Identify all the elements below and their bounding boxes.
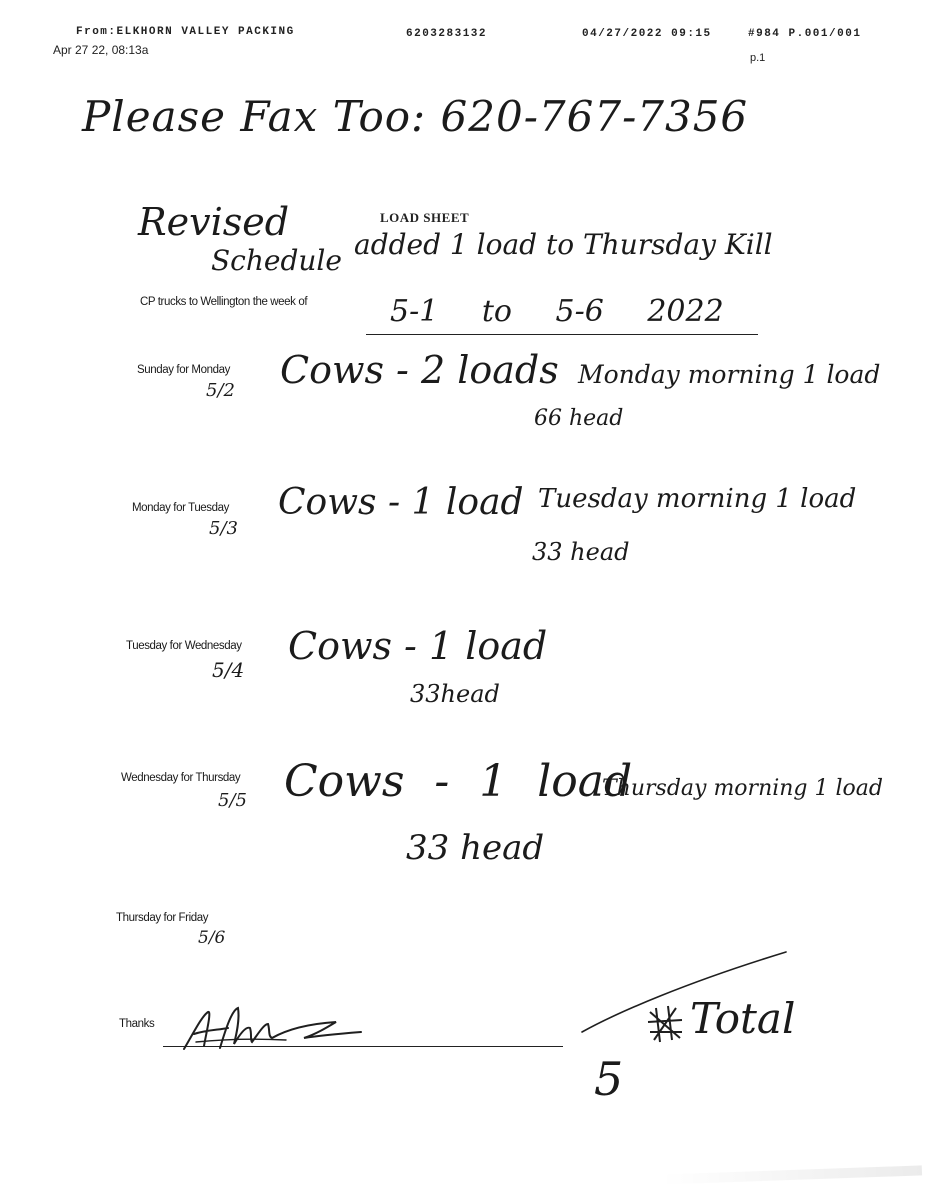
- week-value: 5-1 to 5-6 2022: [390, 294, 724, 329]
- date-label: 5/3: [209, 518, 238, 539]
- day-label: Monday for Tuesday: [132, 502, 229, 514]
- date-label: 5/2: [206, 380, 235, 401]
- day-label: Sunday for Monday: [137, 364, 230, 376]
- schedule-note: Schedule: [211, 244, 342, 277]
- week-underline: [366, 334, 758, 335]
- sheet-title: LOAD SHEET: [380, 210, 470, 225]
- fax-to-note: Please Fax Too: 620-767-7356: [82, 92, 749, 141]
- morning-note: Tuesday morning 1 load: [538, 484, 857, 514]
- fax-phone: 6203283132: [406, 28, 488, 40]
- day-label: Tuesday for Wednesday: [126, 640, 242, 652]
- morning-note: Thursday morning 1 load: [602, 776, 883, 801]
- fax-datetime: 04/27/2022 09:15: [582, 28, 712, 40]
- day-label: Wednesday for Thursday: [121, 772, 241, 784]
- date-label: 5/4: [212, 658, 245, 682]
- page-number: p.1: [750, 52, 766, 64]
- total-label: Total: [690, 994, 796, 1043]
- added-load-note: added 1 load to Thursday Kill: [354, 228, 773, 261]
- date-label: 5/5: [218, 790, 247, 811]
- revised-note: Revised: [138, 200, 290, 244]
- date-label: 5/6: [198, 928, 226, 948]
- head-count: 66 head: [534, 406, 624, 431]
- day-label: Thursday for Friday: [116, 912, 209, 924]
- head-count: 33 head: [406, 828, 545, 868]
- cows-loads: Cows - 2 loads: [280, 348, 559, 392]
- received-timestamp: Apr 27 22, 08:13a: [53, 43, 149, 57]
- thanks-label: Thanks: [119, 1018, 155, 1030]
- fax-sender: From:ELKHORN VALLEY PACKING: [76, 26, 295, 38]
- fax-page-ref: #984 P.001/001: [748, 28, 862, 40]
- week-label: CP trucks to Wellington the week of: [140, 296, 308, 308]
- scribble-mark: [646, 1004, 686, 1044]
- head-count: 33head: [410, 680, 500, 708]
- morning-note: Monday morning 1 load: [578, 360, 881, 389]
- cows-loads: Cows - 1 load: [278, 482, 524, 523]
- cows-loads: Cows - 1 load: [288, 624, 548, 668]
- cows-loads: Cows - 1 load: [284, 756, 633, 807]
- total-value: 5: [594, 1052, 624, 1106]
- signature-mark: [176, 994, 391, 1058]
- head-count: 33 head: [532, 538, 630, 566]
- scan-artifact: [660, 1165, 922, 1184]
